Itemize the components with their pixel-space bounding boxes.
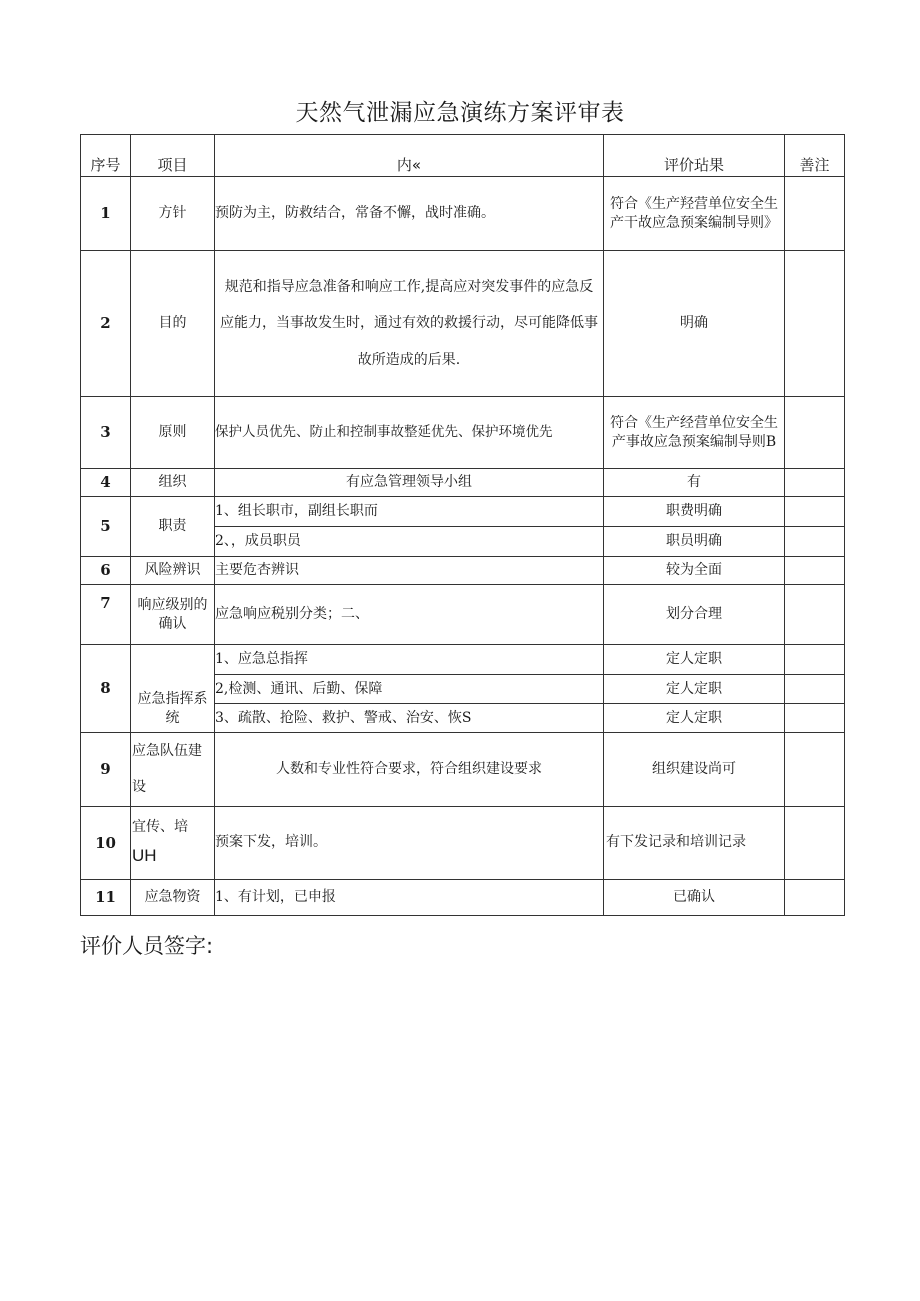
header-note: 善注 <box>785 135 845 177</box>
row-content: 1、有计划，已申报 <box>215 879 604 915</box>
row-no: 5 <box>81 497 131 557</box>
row-note <box>785 527 845 557</box>
table-row <box>81 469 845 497</box>
row-item: 响应级别的确认 <box>131 585 215 645</box>
table-row <box>81 585 845 645</box>
row-content: 保护人员优先、防止和控制事故整延优先、保护环境优先 <box>215 397 604 469</box>
row-item-line: UH <box>132 846 157 866</box>
row-item-line: 宜传、培 <box>132 818 188 835</box>
row-result: 较为全面 <box>604 557 785 585</box>
row-note <box>785 806 845 879</box>
row-result: 已确认 <box>604 879 785 915</box>
row-note <box>785 675 845 704</box>
header-content: 内« <box>215 135 604 177</box>
row-content: 人数和专业性符合要求，符合组织建设要求 <box>215 733 604 807</box>
row-no: 9 <box>81 733 131 807</box>
row-result: 定人定职 <box>604 704 785 733</box>
page-title: 天然气泄漏应急演练方案评审表 <box>295 100 625 126</box>
row-content: 2,检测、通讯、后勤、保障 <box>215 675 604 704</box>
table-row <box>81 557 845 585</box>
row-item: 应急队伍建设 <box>131 733 215 807</box>
row-item: 应急指挥系统 <box>131 645 215 733</box>
header-item: 项目 <box>131 135 215 177</box>
row-content: 1、应急总指挥 <box>215 645 604 675</box>
row-content: 规范和指导应急准备和响应工作,提高应对突发事件的应急反应能力，当事故发生时，通过有效的救援行动，尽可能降低事故所造成的后果. <box>215 251 604 397</box>
row-item <box>131 806 215 879</box>
table-row <box>81 806 845 879</box>
row-content: 有应急管理领导小组 <box>215 469 604 497</box>
row-item: 风险辨识 <box>131 557 215 585</box>
row-item: 应急物资 <box>131 879 215 915</box>
row-note <box>785 469 845 497</box>
row-result: 符合《生产经营单位安全生产事故应急预案编制导则B <box>604 397 785 469</box>
table-row <box>81 177 845 251</box>
row-note <box>785 733 845 807</box>
header-no: 序号 <box>81 135 131 177</box>
row-content: 主要危杏辨识 <box>215 557 604 585</box>
row-content: 2、，成员职员 <box>215 527 604 557</box>
row-result: 职员明确 <box>604 527 785 557</box>
row-no: 10 <box>81 806 131 879</box>
row-no: 8 <box>81 645 131 733</box>
row-result: 明确 <box>604 251 785 397</box>
row-item: 组织 <box>131 469 215 497</box>
row-no: 2 <box>81 251 131 397</box>
table-row <box>81 251 845 397</box>
row-note <box>785 557 845 585</box>
row-no: 3 <box>81 397 131 469</box>
row-no: 7 <box>81 585 131 645</box>
row-note <box>785 177 845 251</box>
row-item: 原则 <box>131 397 215 469</box>
row-item: 目的 <box>131 251 215 397</box>
table-row <box>81 879 845 915</box>
table-row <box>81 397 845 469</box>
row-note <box>785 497 845 527</box>
row-content: 1、组长职市，副组长职而 <box>215 497 604 527</box>
row-result: 有下发记录和培训记录 <box>604 806 785 879</box>
header-row <box>81 135 845 177</box>
row-result: 划分合理 <box>604 585 785 645</box>
row-no: 4 <box>81 469 131 497</box>
row-note <box>785 585 845 645</box>
row-note <box>785 704 845 733</box>
table-row <box>81 645 845 675</box>
row-result: 定人定职 <box>604 645 785 675</box>
review-table <box>80 134 845 916</box>
row-content: 应急响应税别分类；二、 <box>215 585 604 645</box>
header-result: 评价玷果 <box>604 135 785 177</box>
row-content: 预防为主，防救结合，常备不懈，战时准确。 <box>215 177 604 251</box>
row-no: 11 <box>81 879 131 915</box>
row-note <box>785 879 845 915</box>
row-item: 职责 <box>131 497 215 557</box>
row-content: 预案下发，培训。 <box>215 806 604 879</box>
row-result: 有 <box>604 469 785 497</box>
row-content: 3、疏散、抢险、救护、警戒、治安、恢S <box>215 704 604 733</box>
row-note <box>785 397 845 469</box>
row-note <box>785 645 845 675</box>
row-no: 1 <box>81 177 131 251</box>
row-result: 组织建设尚可 <box>604 733 785 807</box>
row-item: 方针 <box>131 177 215 251</box>
row-note <box>785 251 845 397</box>
table-row <box>81 497 845 527</box>
signature-label: 评价人员签字: <box>80 934 214 958</box>
row-result: 符合《生产羟营单位安全生产干故应急预案编制导则》 <box>604 177 785 251</box>
table-row <box>81 733 845 807</box>
row-no: 6 <box>81 557 131 585</box>
row-result: 职费明确 <box>604 497 785 527</box>
row-result: 定人定职 <box>604 675 785 704</box>
